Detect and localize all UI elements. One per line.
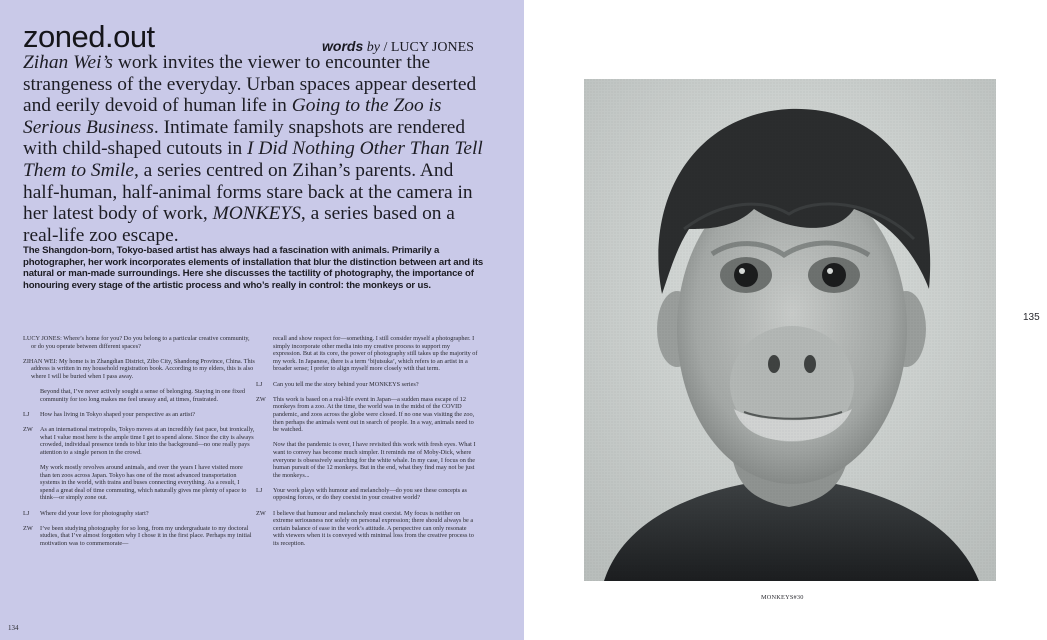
speaker-initials: LJ (23, 410, 30, 418)
speaker-initials: ZW (256, 509, 266, 517)
byline-by: by (366, 40, 380, 55)
interview-text: Beyond that, I’ve never actively sought a sense of belonging. Staying in one fixed community for too long makes me feel uneasy and, at times, frustrated. (40, 388, 245, 403)
standfirst: The Shangdon-born, Tokyo-based artist has always had a fascination with animals. Primarily a photographer, her work incorporates elements of installation that blur the distinction between art and its natural or man-made surroundings. Here she discusses the tactility of photography, the importance of honouring every stage of the artistic process and who’s really in control: the monkeys or us. (23, 245, 484, 291)
interview-paragraph (256, 487, 478, 502)
speaker-initials: ZW (256, 395, 266, 403)
interview-text: I’ve been studying photography for so long, from my undergraduate to my doctoral studies, that I’ve almost forgotten why I chose it in the first place. Perhaps my initial motivation was to commemorate— (40, 524, 252, 548)
speaker-initials (256, 335, 273, 373)
speaker-initials: LJ (256, 486, 263, 494)
interview-text: As an international metropolis, Tokyo moves at an incredibly fast pace, but ironically, what I value most here is the ample time I get to spend alone. Since the city is always crowded, individual presence tends to blur into the background—no one really pays attention to a single person in the crowd. (40, 426, 255, 456)
artwork-caption: MONKEYS#30 (761, 594, 804, 601)
interview-column-left (23, 335, 255, 555)
interview-paragraph (256, 335, 478, 373)
speaker-initials (23, 464, 40, 502)
intro-paragraph (23, 52, 493, 246)
interview-paragraph (23, 388, 255, 403)
interview-paragraph (23, 510, 255, 518)
interview-text: My work mostly revolves around animals, and over the years I have visited more than ten zoos across Japan. Tokyo has one of the most advanced transportation systems in the world, with trains and buses connecting everything. As a result, I spend a great deal of time commuting, which naturally gives me plenty of space to think—or simply zone out. (40, 464, 247, 502)
byline-author: LUCY JONES (390, 40, 474, 55)
interview-text: recall and show respect for—something. I still consider myself a photographer. I simply incorporate other media into my creative process to support my expression. But at its core, the power of photography still takes up the majority of my work. In Japanese, there is a term ‘bijutsuka’, which refers to an artist in a broader sense; I prefer to align myself more closely with that term. (273, 335, 478, 373)
interview-paragraph (256, 396, 478, 434)
interview-paragraph (256, 441, 478, 479)
intro-run: . Intimate family snapshots are rendered with child-shaped cutouts in (23, 116, 466, 160)
page-number-right: 135 (1023, 312, 1040, 323)
monkey-portrait-image (584, 79, 996, 581)
interview-paragraph (23, 335, 255, 350)
interview-paragraph (23, 464, 255, 502)
article-title: zoned.out (23, 19, 155, 54)
interview-text: Your work plays with humour and melancholy—do you see these concepts as opposing forces, or do they coexist in your creative world? (273, 486, 467, 502)
intro-run: work invites the viewer to encounter the strangeness of the everyday. Urban spaces appear deserted and eerily devoid of human life in (23, 52, 477, 117)
interview-column-right (256, 335, 478, 555)
speaker-initials: LJ (23, 509, 30, 517)
interview-paragraph (23, 358, 255, 381)
interview-text: How has living in Tokyo shaped your perspective as an artist? (40, 410, 195, 418)
interview-paragraph (23, 411, 255, 419)
interview-paragraph (23, 426, 255, 456)
speaker-initials (256, 441, 273, 479)
byline-separator: / (383, 40, 388, 55)
page-number-left: 134 (8, 624, 19, 632)
interview-text: Can you tell me the story behind your MONKEYS series? (273, 380, 419, 388)
speaker-initials: ZW (23, 426, 33, 434)
intro-italic-run: MONKEYS (212, 203, 301, 225)
interview-text: Now that the pandemic is over, I have revisited this work with fresh eyes. What I want to convey has become much simpler. It reminds me of Moby-Dick, where everyone is obsessively searching for the white whale. In my case, I focus on the human pursuit of the 12 monkeys. But in the end, what they find may not be just the monkeys... (273, 441, 476, 479)
byline-words: words (322, 38, 364, 54)
intro-run: , a series centred on Zihan’s parents. And half-human, half-animal forms stare back at the camera in her latest body of work, (23, 159, 473, 225)
speaker-initials: LJ (256, 380, 263, 388)
intro-italic-run: Zihan Wei’s (23, 52, 113, 73)
artwork-photo (584, 79, 996, 581)
interview-text: LUCY JONES: Where’s home for you? Do you belong to a particular creative community, or do you operate between different spaces? (23, 335, 250, 350)
right-page (524, 0, 1047, 640)
intro-italic-run: I Did Nothing Other Than Tell Them to Smile (23, 138, 483, 181)
interview-text: I believe that humour and melancholy must coexist. My focus is neither on extreme seriousness nor solely on personal expression; there should always be a certain balance of ease in the work’s attitude. A perspective can only resonate with viewers when it is conveyed with minimal loss from the creative process to its reception. (273, 509, 474, 548)
intro-italic-run: Going to the Zoo is Serious Business (23, 95, 442, 138)
interview-text: Where did your love for photography start? (40, 509, 149, 517)
interview-text: This work is based on a real-life event in Japan—a sudden mass escape of 12 monkeys from a zoo. At the time, the world was in the midst of the COVID pandemic, and zoos across the globe were closed. If no one was visiting the zoo, then perhaps the animals went out in search of people. In a way, animals need to be watched. (273, 395, 475, 434)
interview-text: ZIHAN WEI: My home is in Zhangdian District, Zibo City, Shandong Province, China. This address is written in my household registration book. According to my elders, this is also where I will be buried when I pass away. (23, 357, 255, 380)
interview-paragraph (23, 525, 255, 548)
interview-paragraph (256, 510, 478, 548)
speaker-initials: ZW (23, 524, 33, 532)
intro-run: , a series based on a real-life zoo escape. (23, 203, 455, 246)
speaker-initials (23, 388, 40, 403)
interview-paragraph (256, 381, 478, 389)
